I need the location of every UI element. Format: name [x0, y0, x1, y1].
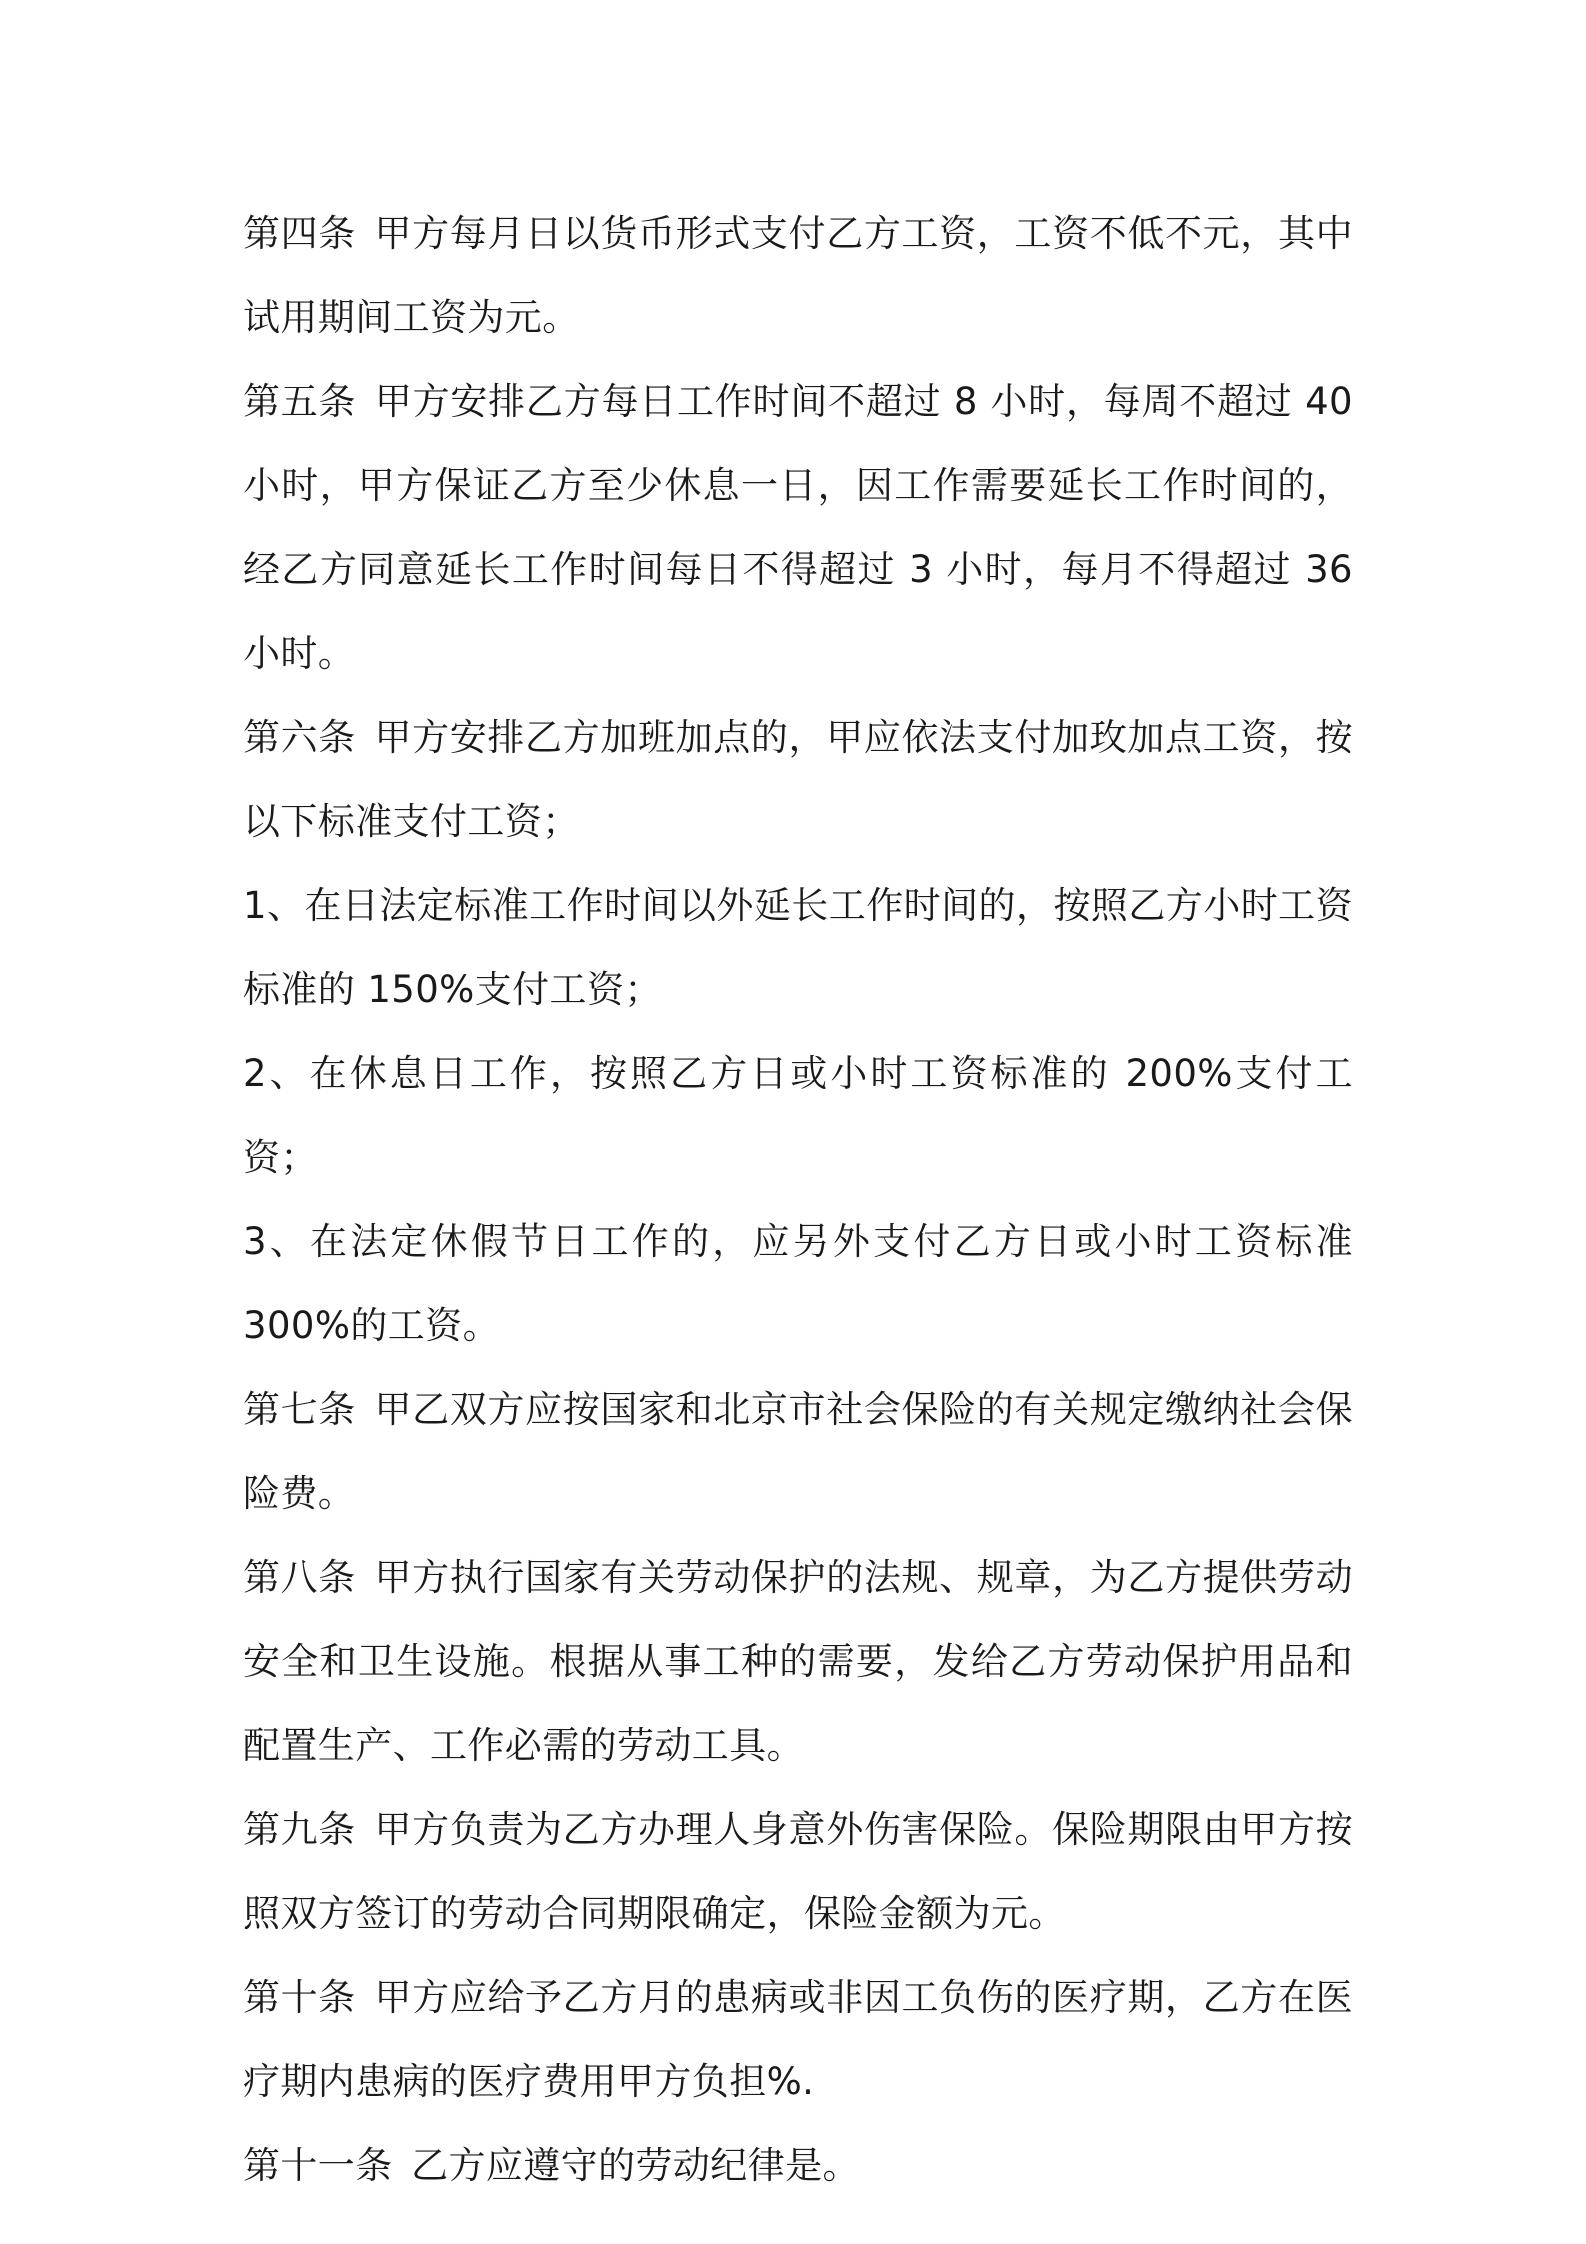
article-9	[243, 1788, 1353, 1956]
article-label: 第五条	[243, 380, 357, 423]
article-text: 甲乙双方应按国家和北京市社会保险的有关规定缴纳社会保险费。	[243, 1388, 1354, 1515]
article-text: 甲方每月日以货币形式支付乙方工资，工资不低不元，其中试用期间工资为元。	[243, 212, 1354, 339]
article-label: 第六条	[243, 716, 356, 759]
article-text: 甲方执行国家有关劳动保护的法规、规章，为乙方提供劳动安全和卫生设施。根据从事工种的需要，发给乙方劳动保护用品和配置生产、工作必需的劳动工具。	[243, 1556, 1354, 1767]
list-item-text: 1、在日法定标准工作时间以外延长工作时间的，按照乙方小时工资标准的 150%支付工资；	[243, 884, 1353, 1011]
article-label: 第九条	[243, 1808, 356, 1851]
list-item-text: 3、在法定休假节日工作的，应另外支付乙方日或小时工资标准 300%的工资。	[243, 1220, 1353, 1347]
article-label: 第七条	[243, 1388, 356, 1431]
list-item-text: 2、在休息日工作，按照乙方日或小时工资标准的 200%支付工资；	[243, 1052, 1353, 1179]
article-6-item-1	[243, 864, 1353, 1032]
article-label: 第十条	[243, 1976, 356, 2019]
article-text: 乙方应遵守的劳动纪律是。	[411, 2144, 860, 2187]
article-label: 第八条	[243, 1556, 356, 1599]
article-6-item-3	[243, 1200, 1353, 1368]
article-6	[243, 696, 1353, 864]
article-5	[243, 360, 1353, 696]
article-11	[243, 2124, 1353, 2208]
article-10	[243, 1956, 1353, 2124]
article-label: 第十一条	[243, 2144, 393, 2187]
article-6-item-2	[243, 1032, 1353, 1200]
article-text: 甲方安排乙方加班加点的，甲应依法支付加玫加点工资，按以下标准支付工资；	[243, 716, 1354, 843]
article-text: 甲方应给予乙方月的患病或非因工负伤的医疗期，乙方在医疗期内患病的医疗费用甲方负担%.	[243, 1976, 1354, 2103]
article-8	[243, 1536, 1353, 1788]
article-text: 甲方负责为乙方办理人身意外伤害保险。保险期限由甲方按照双方签订的劳动合同期限确定，保险金额为元。	[243, 1808, 1354, 1935]
document-body	[243, 192, 1353, 2208]
article-7	[243, 1368, 1353, 1536]
article-label: 第四条	[243, 212, 356, 255]
article-4	[243, 192, 1353, 360]
article-text: 甲方安排乙方每日工作时间不超过 8 小时，每周不超过 40 小时，甲方保证乙方至少休息一日，因工作需要延长工作时间的，经乙方同意延长工作时间每日不得超过 3 小时，每月不得超过 36 小时。	[243, 380, 1353, 675]
